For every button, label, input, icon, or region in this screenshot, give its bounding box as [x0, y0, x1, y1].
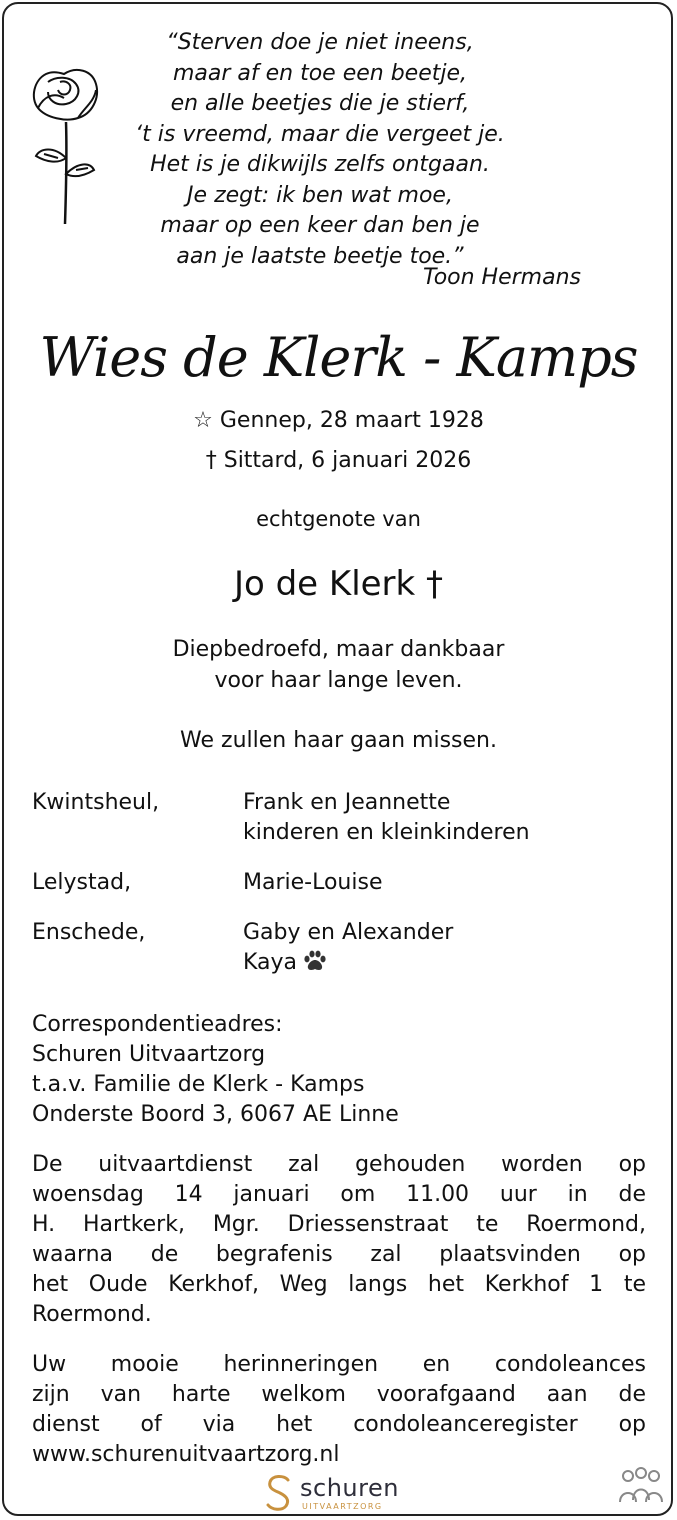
- service-line: De uitvaartdienst zal gehouden worden op: [32, 1152, 646, 1177]
- family-name-line: Gaby en Alexander: [243, 920, 454, 945]
- correspondence-address: [32, 1010, 646, 1130]
- family-name-line: kinderen en kleinkinderen: [243, 820, 530, 845]
- service-line: H. Hartkerk, Mgr. Driessenstraat te Roermond,: [32, 1212, 646, 1237]
- family-name-line: Marie-Louise: [243, 870, 383, 895]
- poem: [120, 28, 520, 272]
- birth-date: ☆ Gennep, 28 maart 1928: [193, 408, 484, 433]
- condolence-line: zijn van harte welkom voorafgaand aan de: [32, 1382, 646, 1407]
- miss-text: We zullen haar gaan missen.: [180, 728, 497, 753]
- deceased-name: Wies de Klerk - Kamps: [39, 326, 638, 389]
- poem-line: en alle beetjes die je stierf,: [170, 91, 470, 116]
- family-names: [243, 868, 382, 898]
- family-name-line: Frank en Jeannette: [243, 790, 451, 815]
- logo-s-mark: [262, 1472, 298, 1512]
- address-line: Schuren Uitvaartzorg: [32, 1042, 266, 1067]
- family-place: Lelystad,: [32, 870, 132, 895]
- condolence-line: Uw mooie herinneringen en condoleances: [32, 1352, 646, 1377]
- spouse-name: Jo de Klerk †: [233, 564, 444, 604]
- address-line: Onderste Boord 3, 6067 AE Linne: [32, 1102, 399, 1127]
- logo-name: schuren: [300, 1474, 399, 1502]
- family-name-line: [243, 948, 453, 978]
- address-line: Correspondentieadres:: [32, 1012, 283, 1037]
- pet-name: Kaya: [243, 950, 298, 975]
- gratitude-line: Diepbedroefd, maar dankbaar: [172, 637, 505, 662]
- gratitude-line: voor haar lange leven.: [214, 668, 463, 693]
- people-icon: [616, 1466, 666, 1506]
- poem-author: Toon Hermans: [422, 265, 581, 290]
- poem-line: maar af en toe een beetje,: [172, 60, 468, 86]
- schuren-logo: [262, 1468, 422, 1516]
- service-line: woensdag 14 januari om 11.00 uur in de: [32, 1182, 646, 1207]
- paw-icon: [303, 950, 327, 972]
- service-line: het Oude Kerkhof, Weg langs het Kerkhof 1 te: [32, 1272, 646, 1297]
- family-names: [243, 788, 530, 848]
- condolences-info: [32, 1350, 646, 1470]
- website-link[interactable]: www.schurenuitvaartzorg.nl: [32, 1442, 340, 1467]
- service-line: waarna de begrafenis zal plaatsvinden op: [32, 1242, 646, 1267]
- death-date: † Sittard, 6 januari 2026: [205, 448, 472, 473]
- poem-line: aan je laatste beetje toe.”: [176, 243, 464, 269]
- poem-line: ‘t is vreemd, maar die vergeet je.: [135, 121, 505, 147]
- service-line: Roermond.: [32, 1302, 152, 1327]
- poem-line: “Sterven doe je niet ineens,: [166, 30, 474, 55]
- family-place: Kwintsheul,: [32, 790, 160, 815]
- poem-line: Je zegt: ik ben wat moe,: [187, 182, 453, 208]
- service-info: [32, 1150, 646, 1330]
- logo-subtitle: UITVAARTZORG: [302, 1502, 383, 1511]
- family-place: Enschede,: [32, 920, 146, 945]
- rose-illustration: [24, 62, 106, 230]
- condolence-line: dienst of via het condoleanceregister op: [32, 1412, 646, 1437]
- poem-line: maar op een keer dan ben je: [160, 213, 480, 238]
- spouse-label: echtgenote van: [256, 507, 421, 531]
- family-names: [243, 918, 453, 978]
- address-line: t.a.v. Familie de Klerk - Kamps: [32, 1072, 365, 1097]
- poem-line: Het is je dikwijls zelfs ontgaan.: [150, 152, 490, 177]
